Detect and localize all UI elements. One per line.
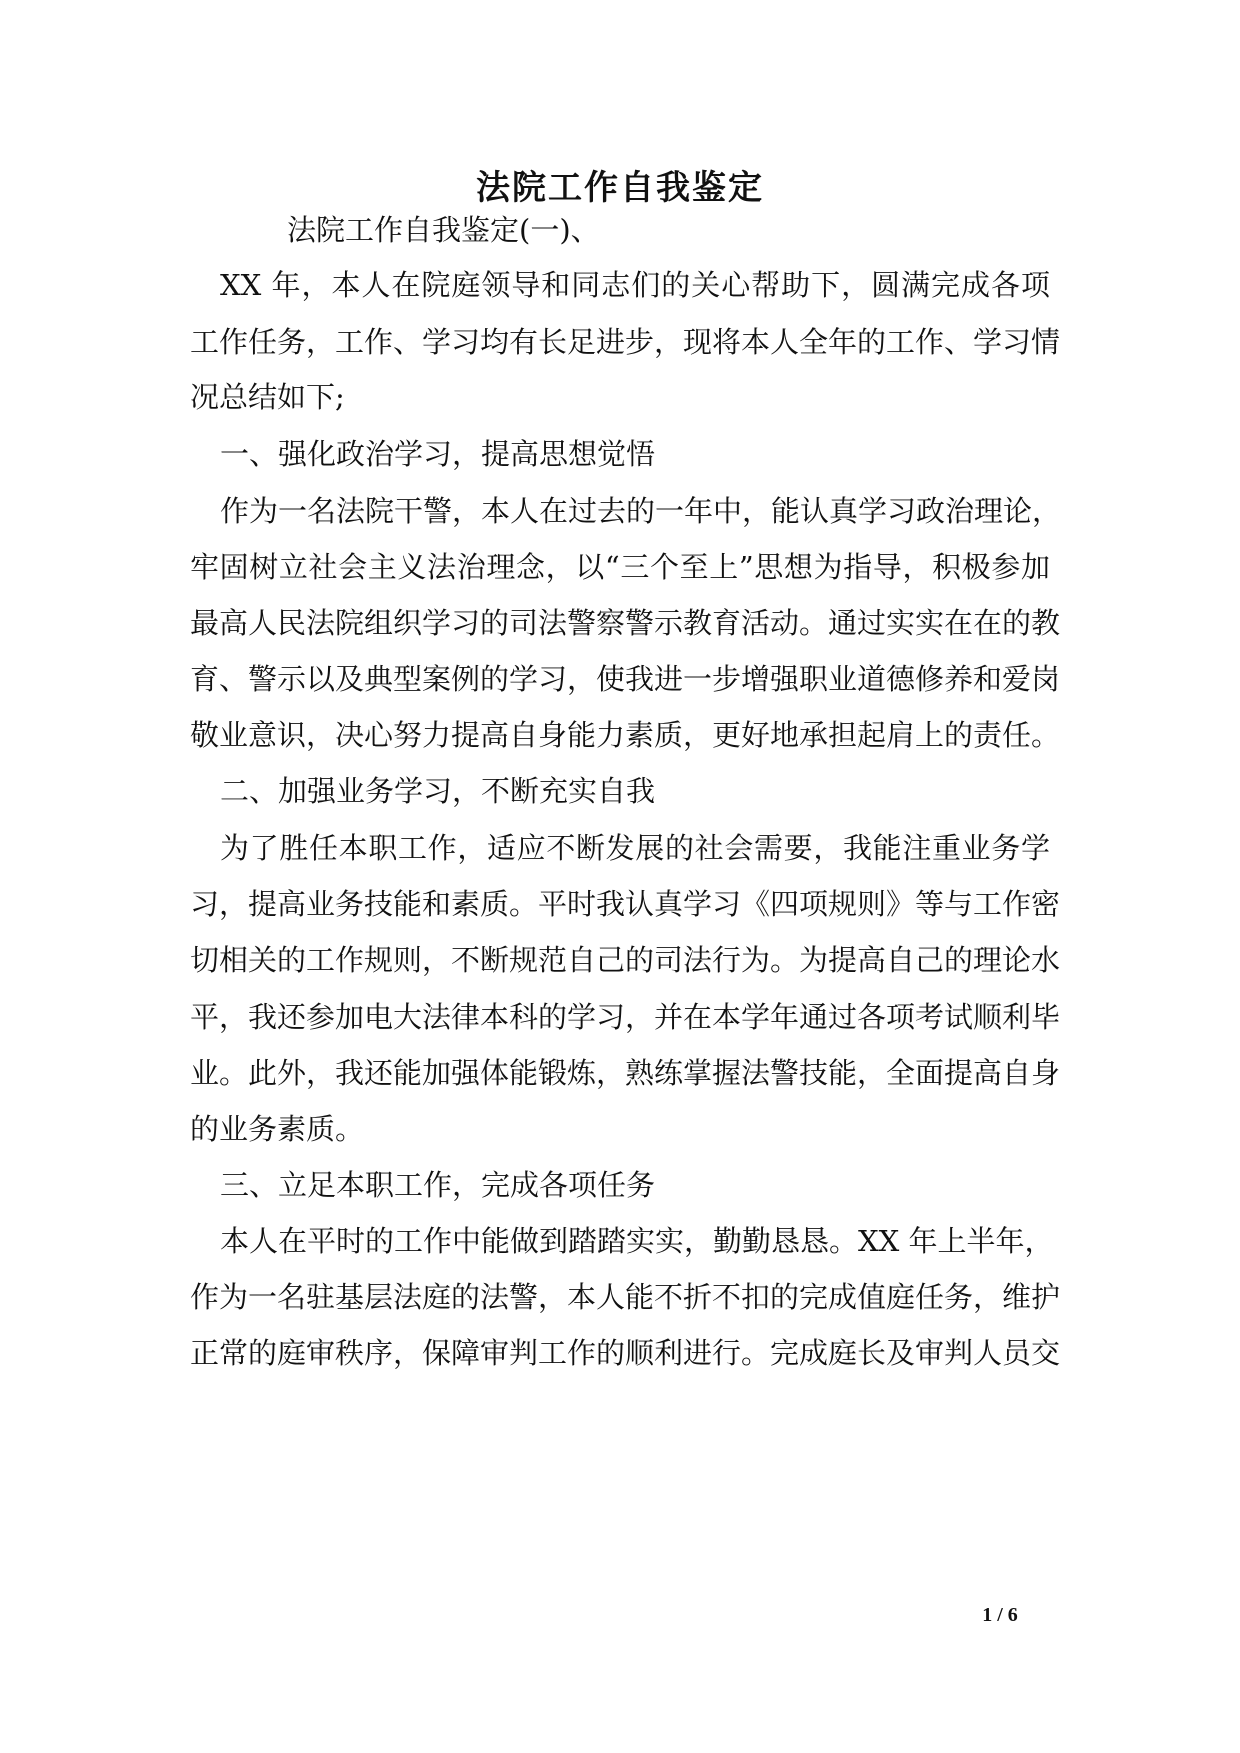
page-number: 1 / 6 xyxy=(982,1604,1018,1626)
text-line: 习，提高业务技能和素质。平时我认真学习《四项规则》等与工作密 xyxy=(190,887,1061,921)
text-line: 敬业意识，决心努力提高自身能力素质，更好地承担起肩上的责任。 xyxy=(190,718,1061,752)
text-line: 正常的庭审秩序，保障审判工作的顺利进行。完成庭长及审判人员交 xyxy=(190,1336,1061,1370)
text-line: 为了胜任本职工作，适应不断发展的社会需要，我能注重业务学 xyxy=(220,831,1050,865)
text-line: 最高人民法院组织学习的司法警察警示教育活动。通过实实在在的教 xyxy=(190,606,1061,640)
text-line: 牢固树立社会主义法治理念，以“三个至上”思想为指导，积极参加 xyxy=(190,550,1050,584)
subtitle-line: 法院工作自我鉴定(一)、 xyxy=(287,213,600,247)
text-line: 本人在平时的工作中能做到踏踏实实，勤勤恳恳。XX 年上半年， xyxy=(220,1224,1054,1258)
text-line: 况总结如下; xyxy=(190,380,345,414)
text-line: 业。此外，我还能加强体能锻炼，熟练掌握法警技能，全面提高自身 xyxy=(190,1056,1061,1090)
section-heading-3: 三、立足本职工作，完成各项任务 xyxy=(220,1168,656,1202)
text-line: 育、警示以及典型案例的学习，使我进一步增强职业道德修养和爱岗 xyxy=(190,662,1061,696)
text-line: 作为一名法院干警，本人在过去的一年中，能认真学习政治理论， xyxy=(220,494,1062,528)
text-line: XX 年，本人在院庭领导和同志们的关心帮助下，圆满完成各项 xyxy=(220,268,1050,302)
text-line: 作为一名驻基层法庭的法警，本人能不折不扣的完成值庭任务，维护 xyxy=(190,1280,1061,1314)
text-line: 切相关的工作规则，不断规范自己的司法行为。为提高自己的理论水 xyxy=(190,943,1061,977)
text-line: 平，我还参加电大法律本科的学习，并在本学年通过各项考试顺利毕 xyxy=(190,1000,1061,1034)
text-line: 的业务素质。 xyxy=(190,1112,365,1146)
page-title: 法院工作自我鉴定 xyxy=(476,168,764,208)
section-heading-2: 二、加强业务学习，不断充实自我 xyxy=(220,774,656,808)
text-line: 工作任务，工作、学习均有长足进步，现将本人全年的工作、学习情 xyxy=(190,325,1061,359)
section-heading-1: 一、强化政治学习，提高思想觉悟 xyxy=(220,437,656,471)
